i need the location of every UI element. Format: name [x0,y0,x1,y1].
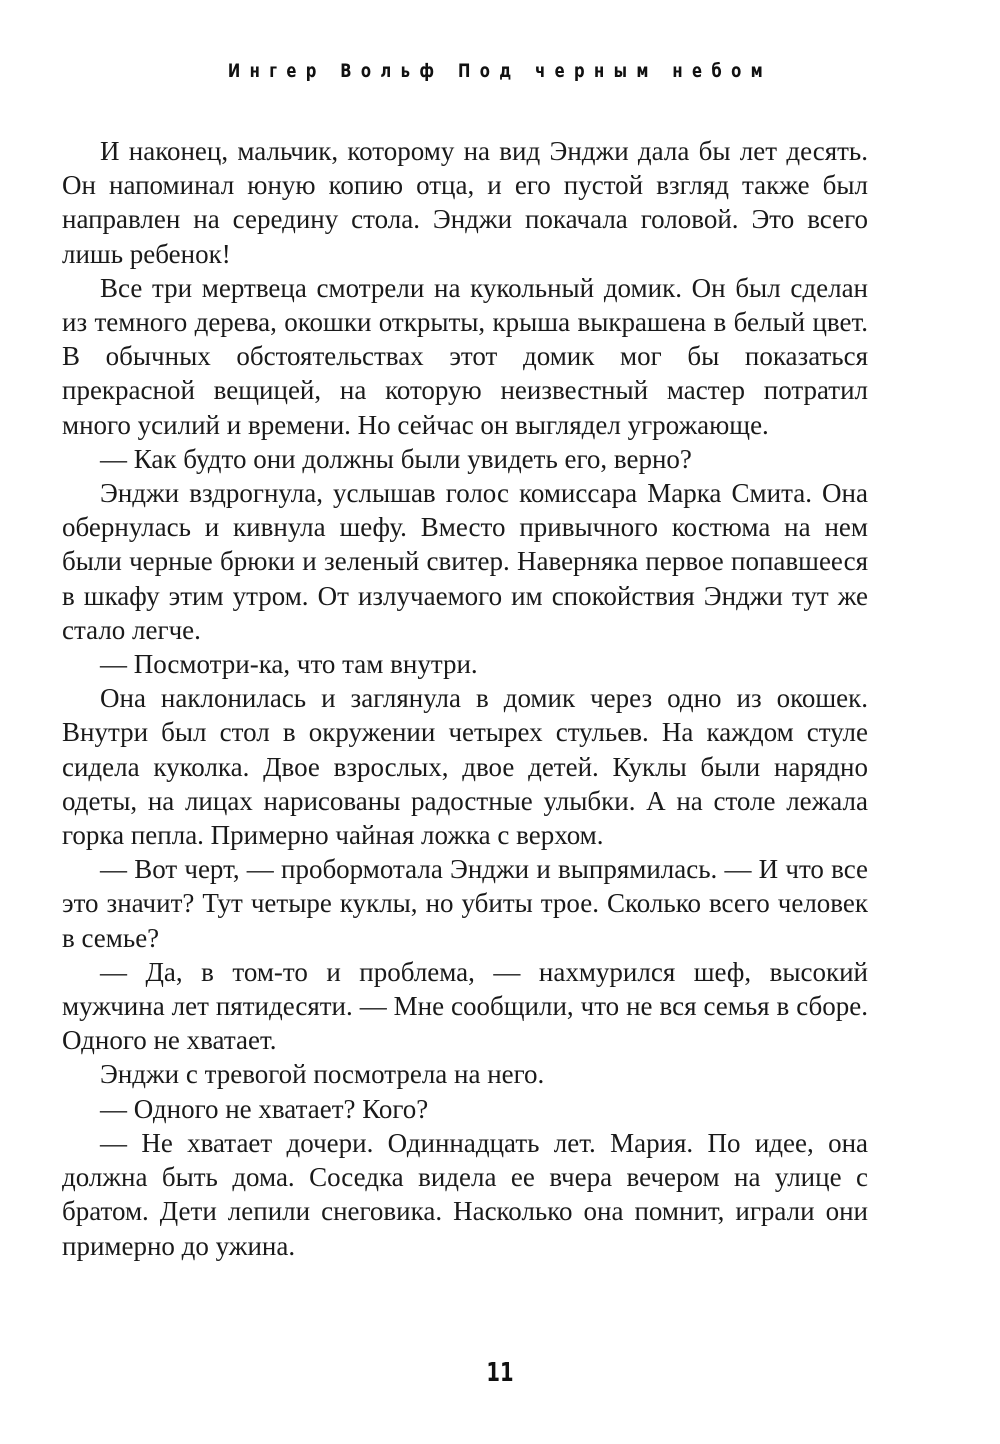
paragraph: — Да, в том-то и проблема, — нахмурился шеф, высокий мужчина лет пятидесяти. — Мне сообщили, что не вся семья в сборе. Одного не хватает. [62,956,868,1056]
paragraph: Энджи вздрогнула, услышав голос комиссара Марка Смита. Она обернулась и кивнула шефу. Вместо привычного костюма на нем были черные брюки и зеленый свитер. Наверняка первое попавшееся в шкафу этим утром. От излучаемого им спокойствия Энджи тут же стало легче. [62,478,868,645]
paragraph: — Вот черт, — пробормотала Энджи и выпрямилась. — И что все это значит? Тут четыре куклы, но убиты трое. Сколько всего человек в семье? [62,854,868,953]
running-head: Ингер Вольф Под черным небом [227,60,773,82]
paragraph: Энджи с тревогой посмотрела на него. [100,1059,545,1090]
paragraph: Все три мертвеца смотрели на кукольный домик. Он был сделан из темного дерева, окошки открыты, крыша выкрашена в белый цвет. В обычных обстоятельствах этот домик мог бы показаться прекрасной вещицей, на которую неизвестный мастер потратил много усилий и времени. Но сейчас он выглядел угрожающе. [62,272,868,440]
page-number: 11 [486,1358,514,1388]
paragraph: И наконец, мальчик, которому на вид Энджи дала бы лет десять. Он напоминал юную копию отца, и его пустой взгляд также был направлен на середину стола. Энджи покачала головой. Это всего лишь ребенок! [62,136,868,269]
paragraph: Она наклонилась и заглянула в домик через одно из окошек. Внутри был стол в окружении четырех стульев. На каждом стуле сидела куколка. Двое взрослых, двое детей. Куклы были нарядно одеты, на лицах нарисованы радостные улыбки. А на столе лежала горка пепла. Примерно чайная ложка с верхом. [62,683,868,851]
body-text [62,134,868,1263]
paragraph: — Одного не хватает? Кого? [100,1093,429,1124]
paragraph: — Как будто они должны были увидеть его, верно? [100,443,692,474]
paragraph: — Не хватает дочери. Одиннадцать лет. Мария. По идее, она должна быть дома. Соседка видела ее вчера вечером на улице с братом. Дети лепили снеговика. Насколько она помнит, играли они примерно до ужина. [62,1127,868,1261]
paragraph: — Посмотри-ка, что там внутри. [100,649,478,680]
